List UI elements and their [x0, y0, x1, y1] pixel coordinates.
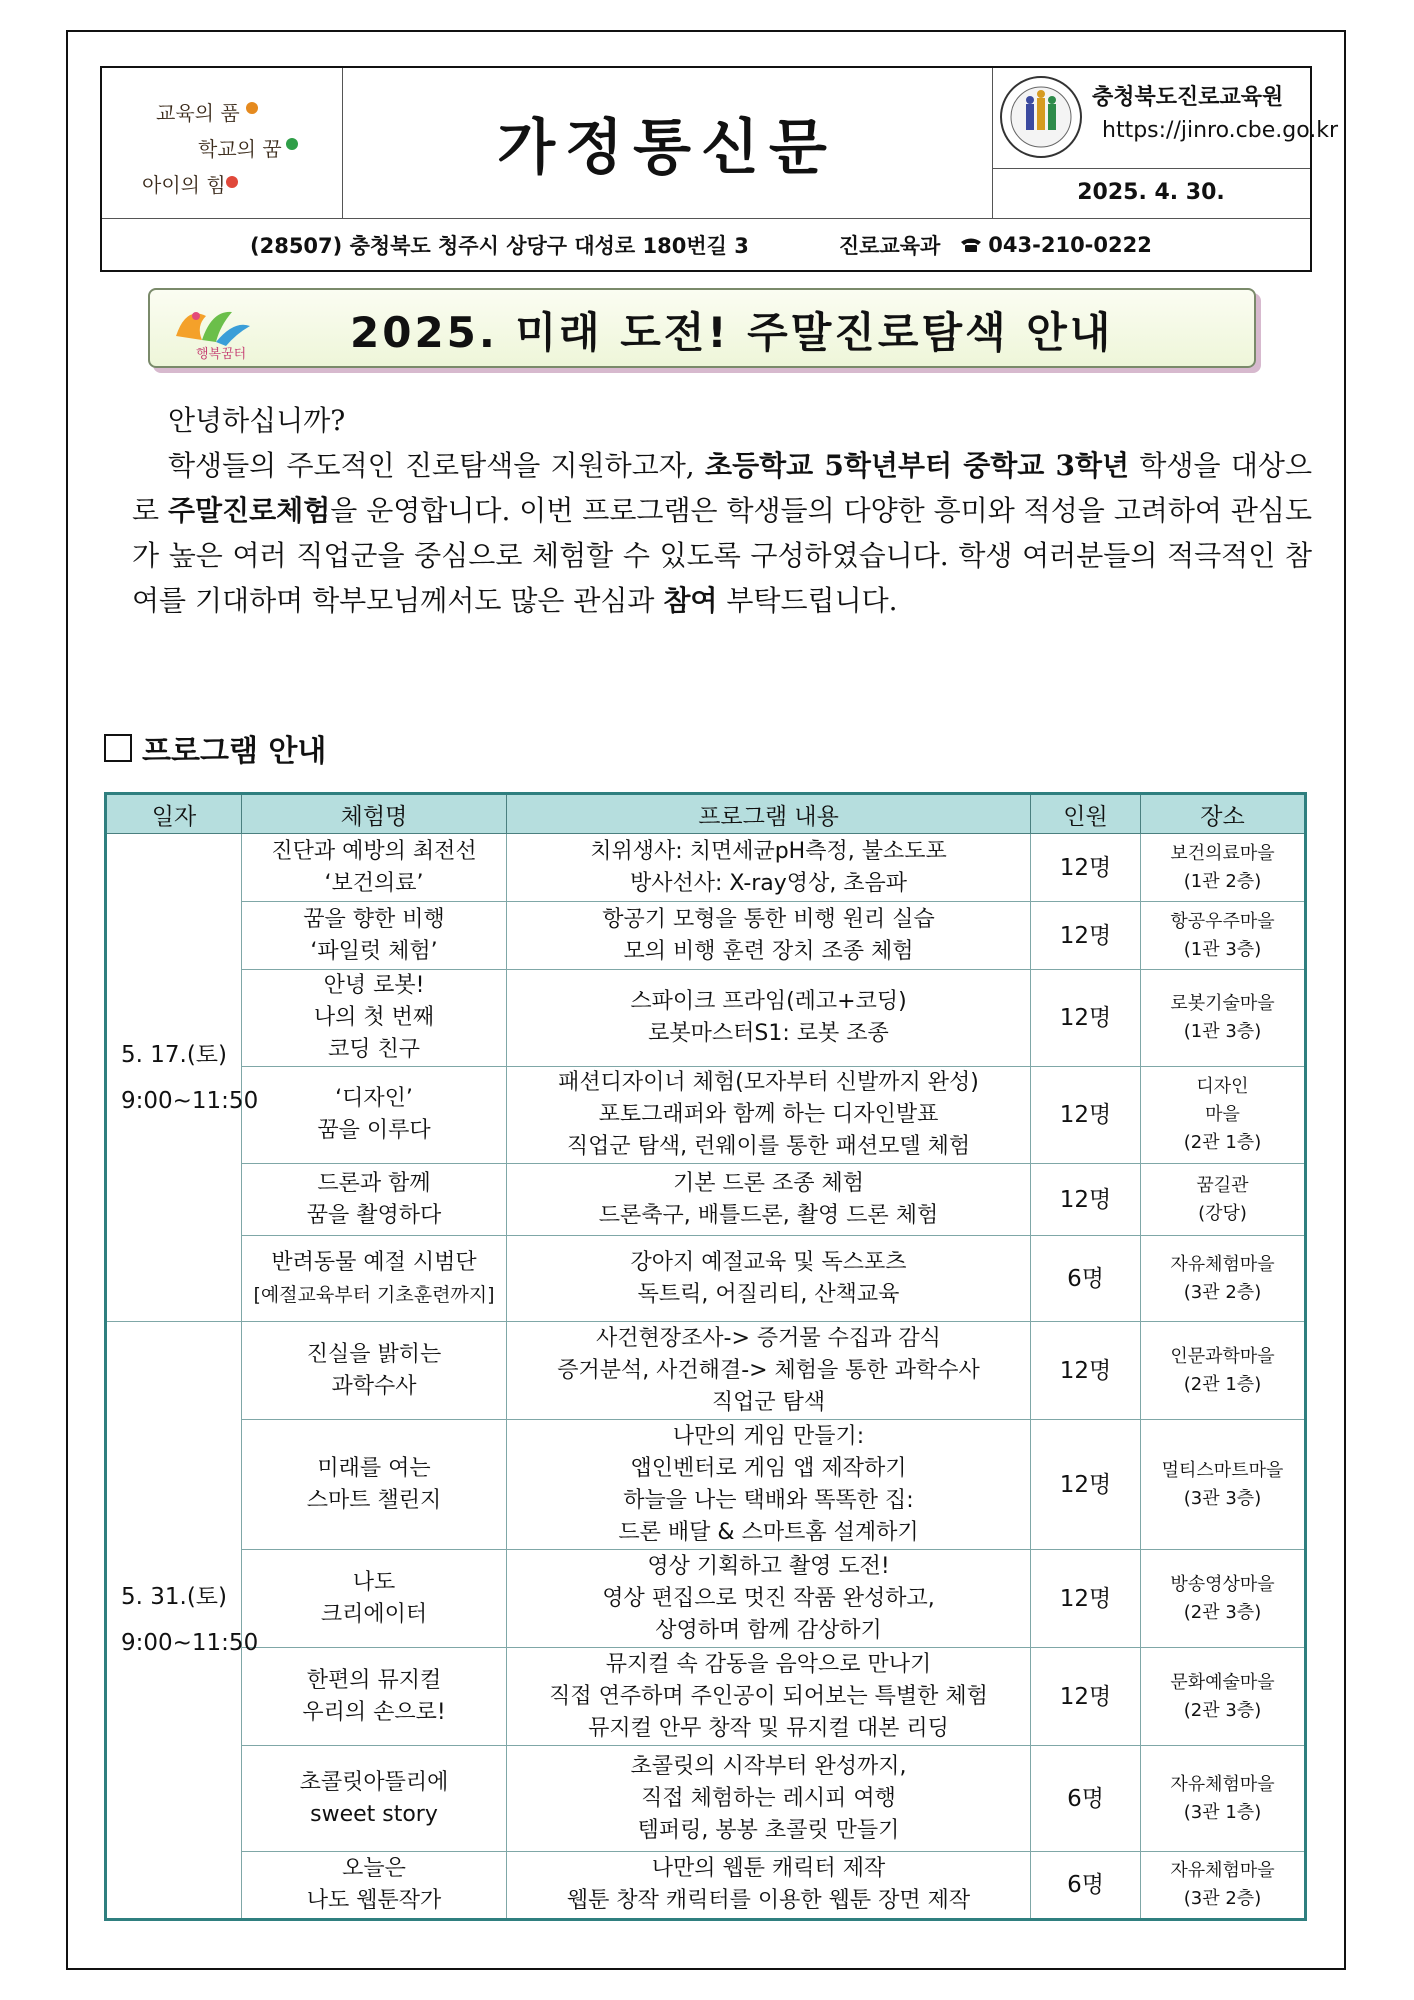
program-content-line: 강아지 예절교육 및 독스포츠 — [630, 1249, 907, 1275]
venue-line: 디자인 — [1196, 1076, 1249, 1097]
venue-line: (3관 3층) — [1183, 1487, 1262, 1509]
program-name-line: 진단과 예방의 최전선 — [271, 838, 477, 864]
venue-line: (3관 2층) — [1183, 1888, 1262, 1909]
venue-line: 자유체험마을 — [1170, 1860, 1275, 1881]
program-content — [507, 1236, 1031, 1322]
department: 진로교육과 — [838, 234, 941, 258]
venue-line: 항공우주마을 — [1170, 910, 1275, 932]
program-content-line: 직업군 탐색 — [711, 1389, 826, 1415]
organization-cell — [992, 68, 1339, 218]
intro-text-part: 학생들의 주도적인 진로탐색을 지원하고자, — [168, 449, 706, 482]
venue-line: 멀티스마트마을 — [1161, 1459, 1284, 1481]
program-content-line: 영상 편집으로 멋진 작품 완성하고, — [602, 1585, 935, 1611]
program-name — [242, 1852, 507, 1920]
checkbox-square-icon — [104, 734, 132, 762]
program-content-line: 사건현장조사-> 증거물 수집과 감식 — [596, 1325, 941, 1351]
header-count: 인원 — [1031, 794, 1141, 834]
venue-line: (강당) — [1198, 1202, 1247, 1224]
program-name-line: 반려동물 예절 시범단 — [271, 1249, 477, 1275]
capacity: 6명 — [1031, 1852, 1141, 1920]
program-name-line: [예절교육부터 기초훈련까지] — [253, 1283, 495, 1306]
program-content-line: 로봇마스터S1: 로봇 조종 — [648, 1021, 889, 1046]
capacity: 12명 — [1031, 1164, 1141, 1236]
venue-line: (2관 1층) — [1183, 1132, 1262, 1153]
venue — [1141, 1852, 1306, 1920]
venue-line: 자유체험마을 — [1170, 1253, 1275, 1275]
program-name — [242, 1067, 507, 1164]
section-title — [104, 726, 326, 770]
table-row — [106, 1648, 1306, 1746]
phone-number: 043-210-0222 — [988, 233, 1152, 257]
program-content-line: 항공기 모형을 통한 비행 원리 실습 — [602, 906, 935, 932]
document-title: 가정통신문 — [497, 113, 837, 183]
program-name-line: 나의 첫 번째 — [313, 1005, 435, 1030]
table-row — [106, 1746, 1306, 1852]
program-name-line: 크리에이터 — [320, 1601, 428, 1627]
program-content-line: 포토그래퍼와 함께 하는 디자인발표 — [598, 1102, 939, 1127]
telephone-icon — [960, 237, 982, 253]
program-name — [242, 1550, 507, 1648]
intro-text-part: 을 운영합니다. 이번 프로그램은 학생들의 다양한 흥미와 적성을 고려하여 관심도가 높은 여러 직업군을 중심으로 체험할 수 있도록 구성하였습니다. 학생 여러분들의 적극적인 참여를 기대하며 학부모님께서도 많은 관심과 — [132, 494, 1312, 617]
program-name — [242, 1420, 507, 1550]
program-content-line: 직접 체험하는 레시피 여행 — [641, 1785, 896, 1811]
program-content-line: 뮤지컬 안무 창작 및 뮤지컬 대본 리딩 — [588, 1715, 949, 1741]
program-content — [507, 902, 1031, 970]
capacity: 12명 — [1031, 1420, 1141, 1550]
section-title-text: 프로그램 안내 — [142, 734, 327, 769]
program-content-line: 웹툰 창작 캐릭터를 이용한 웹툰 장면 제작 — [566, 1888, 971, 1913]
program-content-line: 직업군 탐색, 런웨이를 통한 패션모델 체험 — [566, 1134, 971, 1159]
venue — [1141, 902, 1306, 970]
venue — [1141, 1322, 1306, 1420]
program-name-line: 과학수사 — [331, 1373, 417, 1399]
program-content-line: 치위생사: 치면세균pH측정, 불소도포 — [590, 838, 947, 864]
program-name-line: 꿈을 이루다 — [317, 1118, 431, 1143]
header-name: 체험명 — [242, 794, 507, 834]
venue — [1141, 970, 1306, 1067]
program-content-line: 나만의 웹툰 캐릭터 제작 — [651, 1856, 886, 1881]
program-content-line: 드론 배달 & 스마트홈 설계하기 — [618, 1519, 919, 1545]
intro-program-name: 주말진로체험 — [167, 494, 331, 527]
program-content — [507, 1746, 1031, 1852]
capacity: 12명 — [1031, 1322, 1141, 1420]
contact-row — [102, 218, 1310, 271]
program-name-line: ‘디자인’ — [335, 1086, 413, 1111]
program-content-line: 스파이크 프라임(레고+코딩) — [630, 989, 907, 1014]
program-name-line: ‘파일럿 체험’ — [310, 938, 438, 964]
table-row — [106, 1420, 1306, 1550]
program-name — [242, 1322, 507, 1420]
intro-text-part: 부탁드립니다. — [717, 584, 898, 617]
header-date: 일자 — [106, 794, 242, 834]
program-content-line: 하늘을 나는 택배와 똑똑한 집: — [623, 1487, 914, 1513]
organization-name: 충청북도진로교육원 — [1092, 85, 1284, 110]
program-name-line: 나도 웹툰작가 — [306, 1888, 442, 1913]
venue-line: 로봇기술마을 — [1170, 993, 1275, 1014]
venue-line: 방송영상마을 — [1170, 1573, 1275, 1595]
program-content-line: 나만의 게임 만들기: — [672, 1423, 865, 1449]
program-content-line: 뮤지컬 속 감동을 음악으로 만나기 — [605, 1651, 932, 1677]
venue — [1141, 1746, 1306, 1852]
program-name-line: 미래를 여는 — [317, 1455, 431, 1481]
program-name-line: 코딩 친구 — [327, 1037, 420, 1062]
program-content — [507, 834, 1031, 902]
program-content-line: 직접 연주하며 주인공이 되어보는 특별한 체험 — [549, 1683, 988, 1709]
venue-line: (3관 1층) — [1183, 1801, 1262, 1823]
organization-url[interactable]: https://jinro.cbe.go.kr — [1102, 118, 1339, 143]
program-name-line: 오늘은 — [342, 1856, 406, 1881]
venue — [1141, 1164, 1306, 1236]
program-content — [507, 1550, 1031, 1648]
program-content — [507, 1420, 1031, 1550]
banner-title: 2025. 미래 도전! 주말진로탐색 안내 — [350, 308, 1114, 357]
intro-target-grades: 초등학교 5학년부터 중학교 3학년 — [705, 449, 1130, 482]
issue-date: 2025. 4. 30. — [1077, 180, 1225, 205]
program-content — [507, 1648, 1031, 1746]
venue — [1141, 1420, 1306, 1550]
venue — [1141, 1648, 1306, 1746]
program-name-line: 드론과 함께 — [317, 1170, 431, 1196]
table-row — [106, 1236, 1306, 1322]
program-name-line: 우리의 손으로! — [302, 1699, 446, 1725]
table-row — [106, 1852, 1306, 1920]
venue-line: (1관 3층) — [1183, 938, 1262, 960]
venue-line: 자유체험마을 — [1170, 1773, 1275, 1795]
program-content-line: 모의 비행 훈련 장치 조종 체험 — [623, 938, 914, 964]
capacity: 12명 — [1031, 1648, 1141, 1746]
header-place: 장소 — [1141, 794, 1306, 834]
program-content-line: 드론축구, 배틀드론, 촬영 드론 체험 — [598, 1202, 939, 1228]
program-name-line: 꿈을 향한 비행 — [303, 906, 445, 932]
program-name-line: 나도 — [352, 1569, 396, 1595]
letter-header — [100, 66, 1339, 272]
session-date-cell — [106, 834, 259, 1322]
title-banner — [148, 288, 1256, 368]
phone — [960, 233, 1152, 257]
program-content-line: 영상 기획하고 촬영 도전! — [647, 1553, 890, 1579]
address: (28507) 충청북도 청주시 상당구 대성로 180번길 3 — [250, 234, 749, 258]
capacity: 12명 — [1031, 834, 1141, 902]
program-name — [242, 1164, 507, 1236]
capacity: 12명 — [1031, 970, 1141, 1067]
venue-line: (2관 3층) — [1183, 1601, 1262, 1623]
venue-line: (2관 3층) — [1183, 1699, 1262, 1721]
table-row — [106, 970, 1306, 1067]
table-row — [106, 1322, 1306, 1420]
venue-line: 인문과학마을 — [1170, 1345, 1275, 1367]
table-row — [106, 834, 1306, 902]
program-content — [507, 1067, 1031, 1164]
program-name — [242, 834, 507, 902]
document-title-cell — [342, 68, 993, 218]
venue — [1141, 1550, 1306, 1648]
program-name — [242, 1648, 507, 1746]
session-time: 9:00~11:50 — [121, 1087, 259, 1114]
program-name — [242, 902, 507, 970]
program-content-line: 방사선사: X-ray영상, 초음파 — [629, 870, 908, 896]
program-table — [104, 792, 1307, 1921]
header-content: 프로그램 내용 — [507, 794, 1031, 834]
program-content — [507, 1164, 1031, 1236]
program-name-line: 스마트 챌린지 — [306, 1487, 442, 1513]
program-content-line: 독트릭, 어질리티, 산책교육 — [637, 1281, 900, 1307]
program-name-line: sweet story — [310, 1801, 438, 1827]
program-name-line: 한편의 뮤지컬 — [306, 1667, 442, 1693]
table-row — [106, 1067, 1306, 1164]
program-name-line: 진실을 밝히는 — [306, 1341, 442, 1367]
program-name-line: 꿈을 촬영하다 — [306, 1202, 442, 1228]
capacity: 6명 — [1031, 1746, 1141, 1852]
program-content — [507, 1852, 1031, 1920]
intro-text-part: 학생을 대상으로 — [132, 449, 1313, 527]
venue-line: (1관 3층) — [1183, 1021, 1262, 1042]
venue-line: 문화예술마을 — [1170, 1671, 1275, 1693]
program-name — [242, 1746, 507, 1852]
happy-dream-logo — [166, 296, 286, 362]
venue-line: (1관 2층) — [1183, 870, 1262, 892]
program-name-line: ‘보건의료’ — [324, 870, 424, 896]
venue-line: 꿈길관 — [1196, 1174, 1249, 1196]
capacity: 12명 — [1031, 1550, 1141, 1648]
venue — [1141, 1236, 1306, 1322]
logo-line-3: 아이의 힘 — [142, 173, 226, 197]
venue-line: (2관 1층) — [1183, 1373, 1262, 1395]
logo-line-1: 교육의 품 — [156, 101, 240, 125]
program-content-line: 템퍼링, 봉봉 초콜릿 만들기 — [637, 1817, 900, 1843]
capacity: 12명 — [1031, 902, 1141, 970]
program-content-line: 상영하며 함께 감상하기 — [655, 1617, 882, 1643]
program-content-line: 패션디자이너 체험(모자부터 신발까지 완성) — [558, 1070, 979, 1095]
venue-line: 마을 — [1205, 1104, 1240, 1125]
session-date-cell — [106, 1322, 259, 1920]
session-time: 9:00~11:50 — [121, 1630, 259, 1656]
banner-logo-text: 행복꿈터 — [196, 347, 247, 362]
program-name-line: 초콜릿아뜰리에 — [299, 1769, 449, 1795]
program-content-line: 앱인벤터로 게임 앱 제작하기 — [630, 1455, 907, 1481]
table-row — [106, 1164, 1306, 1236]
intro-participation: 참여 — [663, 584, 718, 617]
program-content-line: 증거분석, 사건해결-> 체험을 통한 과학수사 — [557, 1357, 980, 1383]
table-row — [106, 1550, 1306, 1648]
venue — [1141, 834, 1306, 902]
intro-text — [132, 398, 1312, 623]
session-date: 5. 17.(토) — [121, 1041, 227, 1068]
venue-line: 보건의료마을 — [1170, 842, 1275, 864]
table-row — [106, 902, 1306, 970]
program-content — [507, 1322, 1031, 1420]
program-content-line: 기본 드론 조종 체험 — [673, 1170, 864, 1196]
session-date: 5. 31.(토) — [121, 1584, 227, 1610]
program-content — [507, 970, 1031, 1067]
capacity: 6명 — [1031, 1236, 1141, 1322]
intro-paragraph — [132, 443, 1312, 623]
organization-emblem-icon — [998, 74, 1084, 160]
logo-line-2: 학교의 꿈 — [198, 137, 282, 161]
greeting: 안녕하십니까? — [168, 404, 346, 437]
program-name — [242, 1236, 507, 1322]
table-header-row — [106, 794, 1306, 834]
program-content-line: 초콜릿의 시작부터 완성까지, — [630, 1753, 907, 1779]
venue-line: (3관 2층) — [1183, 1281, 1262, 1303]
capacity: 12명 — [1031, 1067, 1141, 1164]
program-name — [242, 970, 507, 1067]
venue — [1141, 1067, 1306, 1164]
slogan-logo — [102, 68, 343, 218]
program-name-line: 안녕 로봇! — [323, 973, 425, 998]
